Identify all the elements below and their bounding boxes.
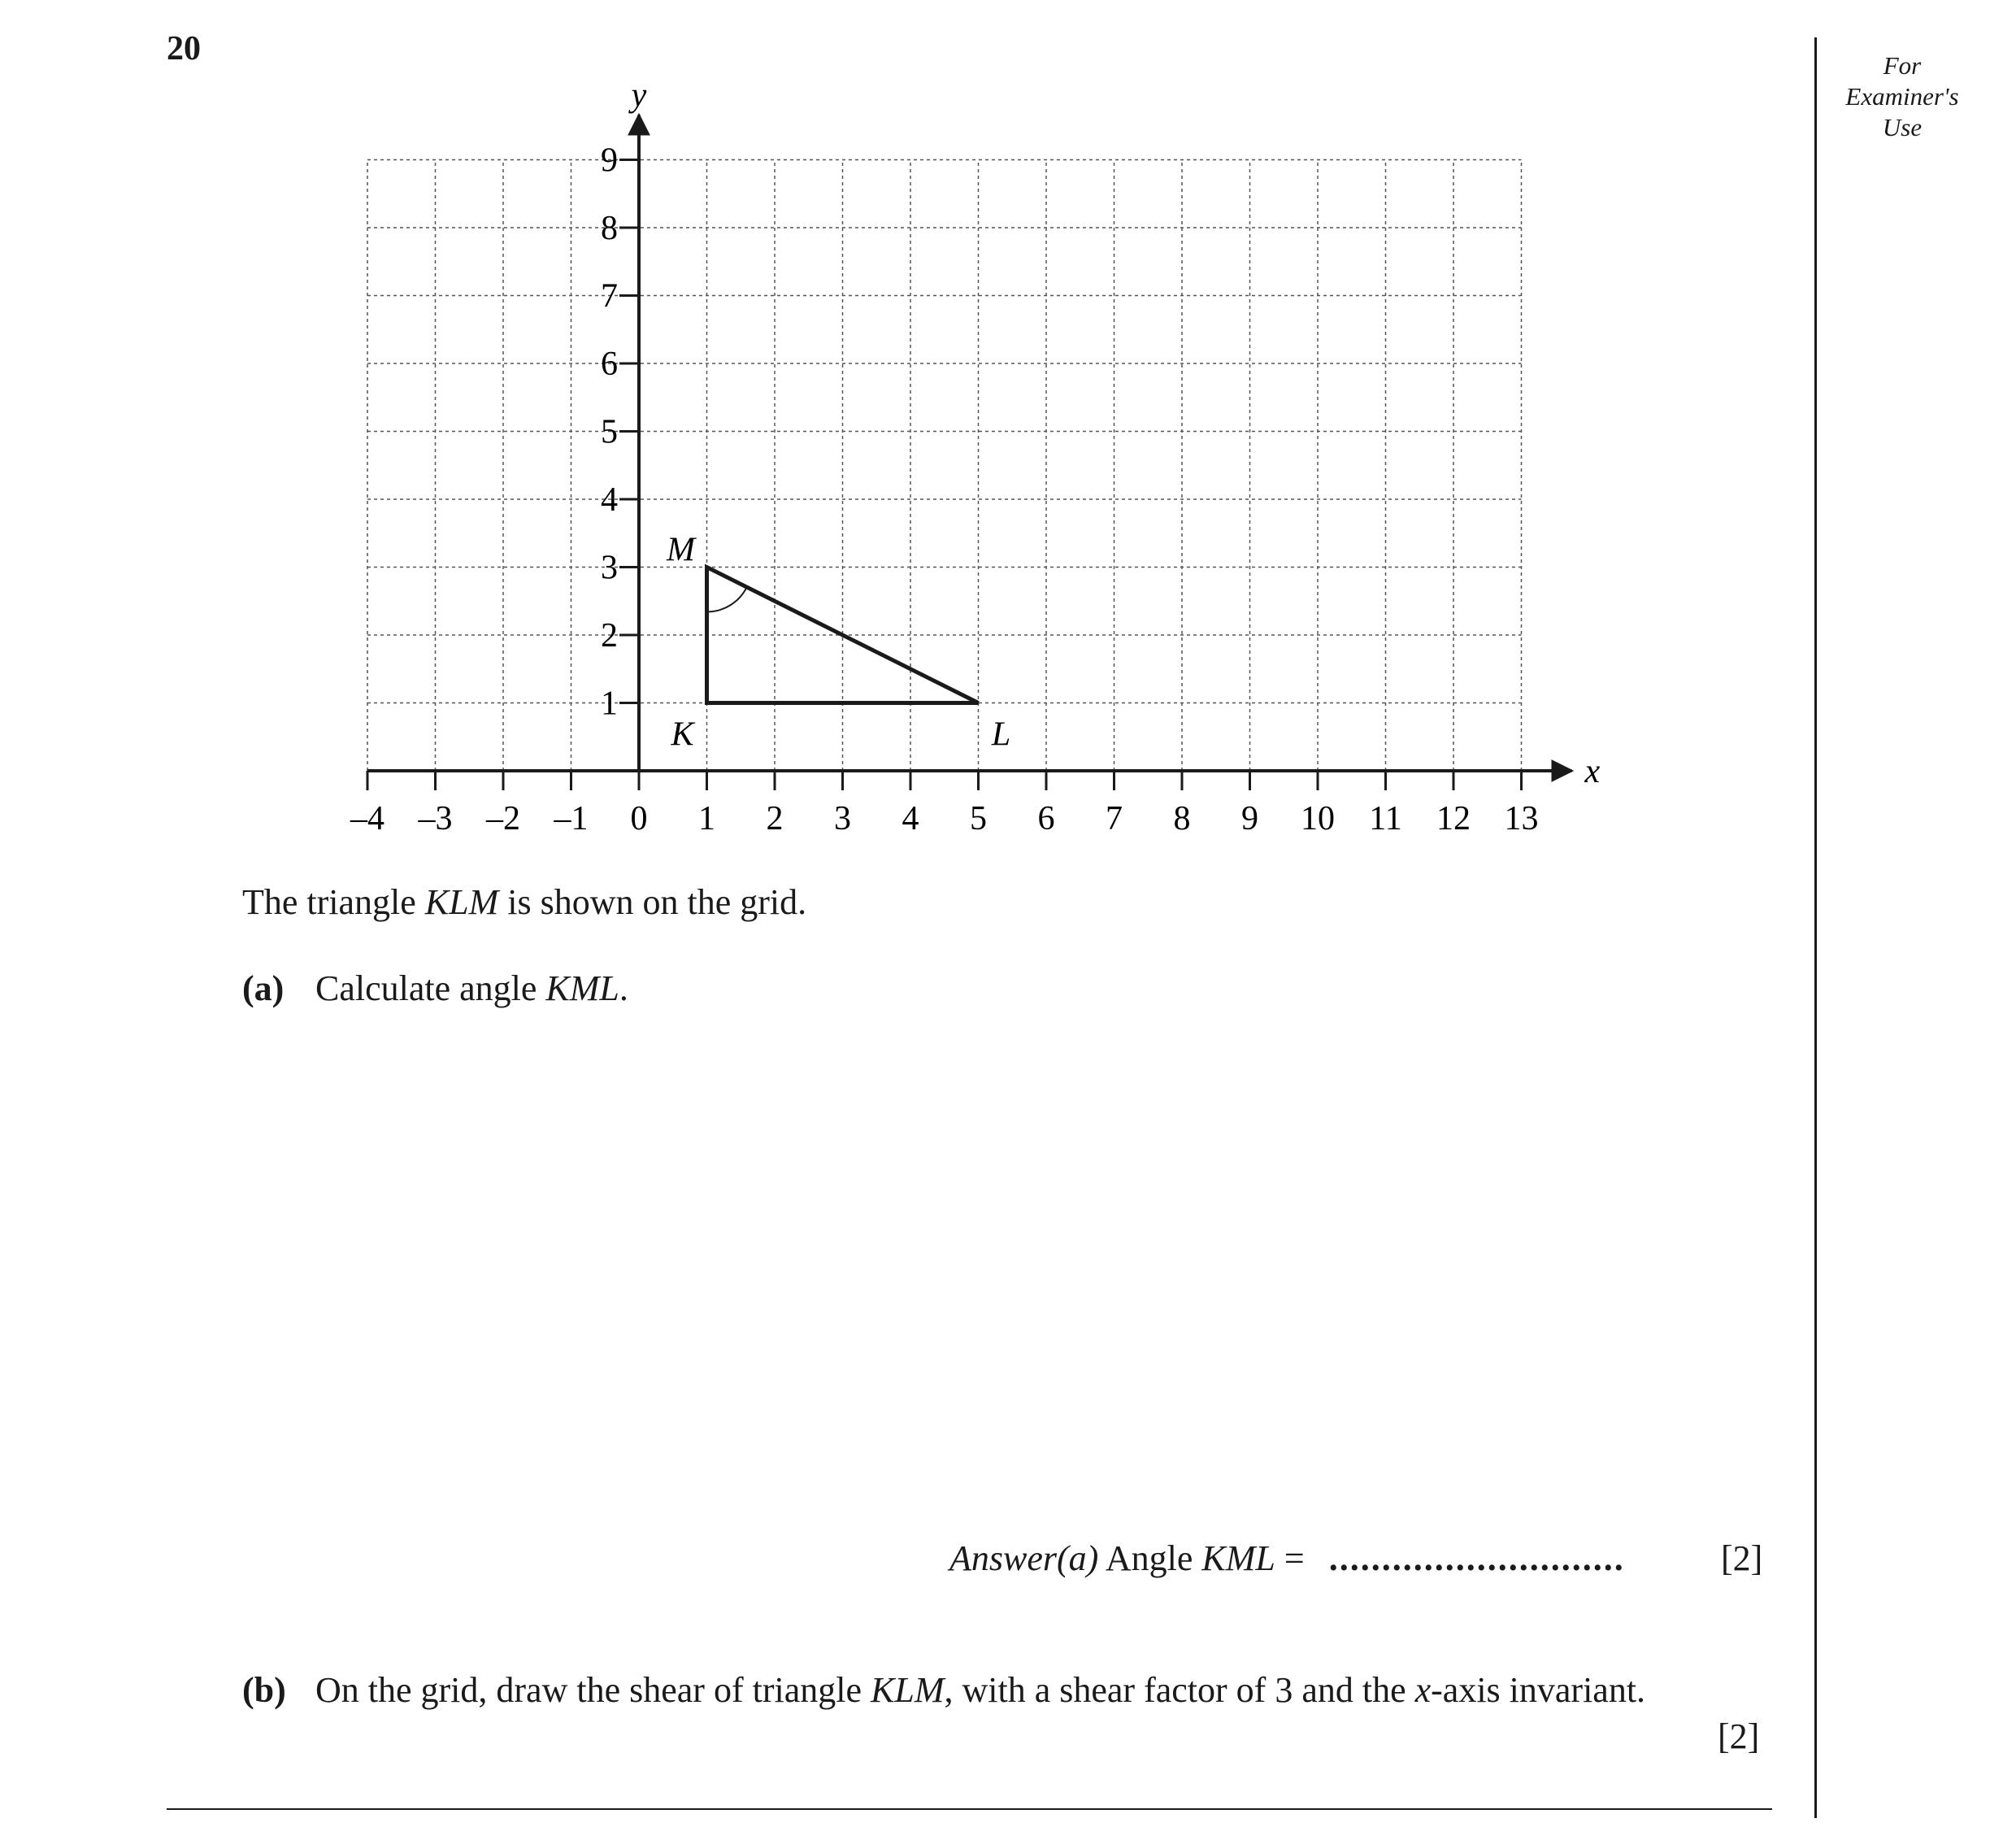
vertex-label-k: K (671, 716, 694, 754)
question-number: 20 (167, 30, 201, 67)
part-a-marks: [2] (1721, 1538, 1763, 1578)
x-tick-label: –3 (418, 800, 453, 837)
x-tick-label: 2 (766, 800, 784, 837)
x-tick-label: 11 (1369, 800, 1402, 837)
margin-rule (1814, 37, 1817, 1818)
x-tick-label: –2 (486, 800, 520, 837)
y-tick-label: 1 (601, 685, 618, 723)
tick-marks (367, 160, 1522, 791)
part-b-axis: x (1414, 1670, 1432, 1710)
examiner-line-3: Use (1882, 113, 1923, 141)
x-tick-label: 10 (1301, 800, 1335, 837)
x-tick-label: 8 (1173, 800, 1191, 837)
part-a-end: . (619, 968, 628, 1008)
examiner-use-box (1829, 50, 1975, 143)
vertex-label-l: L (991, 716, 1011, 754)
part-a-text: Calculate angle (315, 968, 546, 1008)
answer-a-equals: = (1275, 1538, 1305, 1578)
x-tick-label: 7 (1106, 800, 1123, 837)
triangle-klm (666, 532, 1010, 754)
x-tick-label: 1 (698, 800, 715, 837)
x-tick-label: 12 (1436, 800, 1471, 837)
y-axis-label: y (631, 76, 647, 115)
y-tick-label: 3 (601, 549, 618, 587)
x-axis-label: x (1584, 753, 1601, 790)
x-tick-labels (350, 800, 1539, 837)
answer-a-field[interactable]: ............................ (1328, 1538, 1625, 1578)
y-tick-label: 6 (601, 346, 618, 383)
gridlines (367, 160, 1522, 772)
part-b-label: (b) (242, 1670, 286, 1710)
part-a-angle: KML (545, 968, 619, 1008)
y-tick-label: 9 (601, 141, 618, 180)
examiner-line-2: Examiner's (1845, 82, 1959, 111)
y-tick-label: 4 (601, 481, 618, 519)
part-b-text2: , with a shear factor of 3 and the (944, 1670, 1415, 1710)
part-b-question (242, 1668, 1645, 1712)
part-b-triangle-name: KLM (871, 1670, 945, 1710)
axes (367, 115, 1572, 772)
x-tick-label: 5 (970, 800, 987, 837)
part-b-text1: On the grid, draw the shear of triangle (315, 1670, 871, 1710)
part-a-label: (a) (242, 968, 285, 1008)
intro-post: is shown on the grid. (498, 882, 807, 922)
part-b-marks: [2] (1718, 1716, 1760, 1756)
x-tick-label: 9 (1241, 800, 1258, 837)
intro-text (242, 881, 806, 924)
y-tick-label: 5 (601, 413, 618, 451)
part-a-question (242, 967, 628, 1011)
angle-arc (707, 587, 747, 611)
x-tick-label: 6 (1037, 800, 1055, 837)
answer-a-line (949, 1537, 1625, 1581)
y-tick-label: 2 (601, 617, 618, 655)
x-tick-label: 3 (834, 800, 851, 837)
y-tick-labels (601, 142, 618, 723)
x-tick-label: 4 (902, 800, 919, 837)
y-tick-label: 8 (601, 210, 618, 247)
part-b-text3: -axis invariant. (1431, 1670, 1646, 1710)
x-tick-label: 0 (630, 800, 648, 837)
vertex-label-m: M (667, 531, 695, 569)
answer-a-angle: KML (1201, 1538, 1275, 1578)
answer-a-text: Angle (1098, 1538, 1202, 1578)
x-tick-label: 13 (1504, 800, 1539, 837)
bottom-rule (167, 1808, 1772, 1810)
coordinate-grid (0, 0, 1626, 862)
intro-pre: The triangle (242, 882, 425, 922)
x-tick-label: –4 (350, 800, 385, 837)
y-tick-label: 7 (601, 277, 618, 315)
x-tick-label: –1 (554, 800, 589, 837)
examiner-line-1: For (1883, 51, 1922, 80)
triangle-name: KLM (424, 882, 499, 922)
answer-a-prefix: Answer(a) (949, 1538, 1099, 1578)
